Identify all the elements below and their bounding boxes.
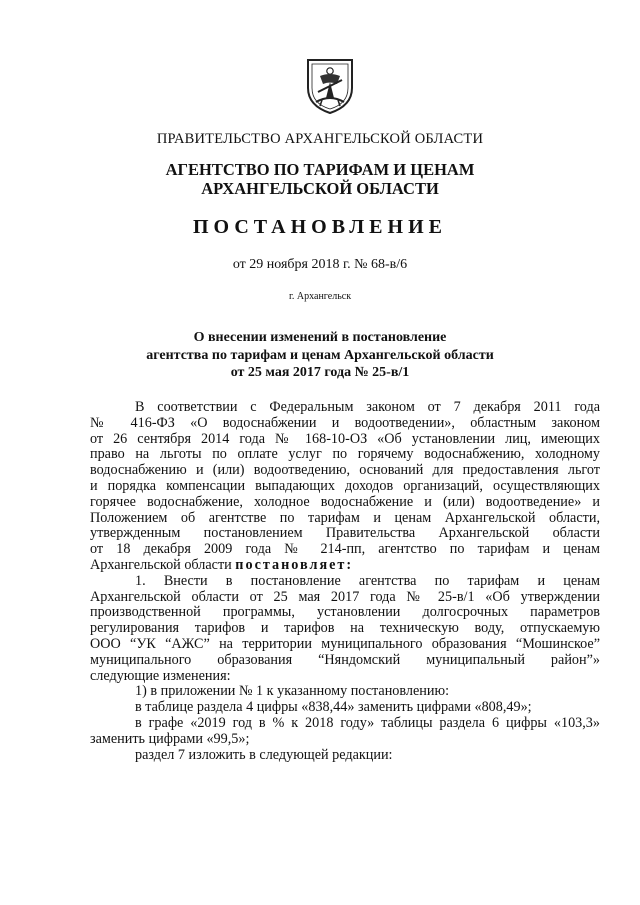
body-line: раздел 7 изложить в следующей редакции: bbox=[135, 746, 393, 763]
document-subject bbox=[0, 329, 640, 382]
body-line: от 18 декабря 2009 года № 214-пп, агентство по тарифам и ценам bbox=[90, 541, 600, 558]
body-line: следующие изменения: bbox=[90, 667, 231, 684]
document-city: г. Архангельск bbox=[288, 291, 352, 302]
body-line: Архангельской области от 25 мая 2017 года № 25-в/1 «Об утверждении bbox=[90, 588, 600, 605]
document-type-title: ПОСТАНОВЛЕНИЕ bbox=[193, 216, 447, 238]
agency-name bbox=[0, 160, 640, 198]
body-line: муниципального образования “Няндомский муниципальный район”» bbox=[90, 651, 600, 668]
body-line: и порядка компенсации выпадающих доходов организаций, осуществляющих bbox=[90, 477, 600, 494]
body-line: в графе «2019 год в % к 2018 году» таблицы раздела 6 цифры «103,3» bbox=[135, 714, 600, 731]
body-line: заменить цифрами «99,5»; bbox=[90, 730, 250, 747]
agency-name-line-2: АРХАНГЕЛЬСКОЙ ОБЛАСТИ bbox=[201, 179, 439, 198]
body-line: регулирования тарифов и тарифов на техническую воду, отпускаемую bbox=[90, 620, 600, 637]
subject-line-2: агентства по тарифам и ценам Архангельской области bbox=[146, 347, 494, 363]
document-body bbox=[90, 400, 600, 763]
body-line-text: Архангельской области bbox=[90, 556, 236, 573]
body-line: право на льготы по оплате услуг по горячему водоснабжению, холодному bbox=[90, 446, 600, 463]
coat-of-arms-emblem bbox=[300, 58, 360, 114]
resolves-keyword: постановляет: bbox=[235, 556, 354, 573]
body-line: № 416-ФЗ «О водоснабжении и водоотведении», областным законом bbox=[90, 414, 600, 431]
body-line bbox=[90, 558, 600, 574]
body-line: 1) в приложении № 1 к указанному постановлению: bbox=[135, 683, 450, 700]
body-line: в таблице раздела 4 цифры «838,44» заменить цифрами «808,49»; bbox=[135, 699, 532, 716]
body-line: производственной программы, установлении долгосрочных параметров bbox=[90, 604, 600, 621]
subject-line-3: от 25 мая 2017 года № 25-в/1 bbox=[230, 365, 410, 380]
body-line: Положением об агентстве по тарифам и ценам Архангельской области, bbox=[90, 509, 600, 526]
body-line: водоснабжению и (или) водоотведению, оснований для предоставления льгот bbox=[90, 462, 600, 479]
government-name: ПРАВИТЕЛЬСТВО АРХАНГЕЛЬСКОЙ ОБЛАСТИ bbox=[156, 131, 484, 147]
body-line: ООО “УК “АЖС” на территории муниципального образования “Мошинское” bbox=[90, 635, 600, 652]
subject-line-1: О внесении изменений в постановление bbox=[193, 330, 447, 345]
agency-name-line-1: АГЕНТСТВО ПО ТАРИФАМ И ЦЕНАМ bbox=[165, 160, 475, 179]
body-line: горячее водоснабжение, холодное водоснабжение и (или) водоотведение» и bbox=[90, 493, 600, 510]
document-date-number: от 29 ноября 2018 г. № 68-в/6 bbox=[232, 257, 408, 272]
body-line: от 26 сентября 2014 года № 168-10-ОЗ «Об установлении лиц, имеющих bbox=[90, 430, 600, 447]
body-line: 1. Внести в постановление агентства по тарифам и ценам bbox=[135, 572, 600, 589]
body-line: утвержденным постановлением Правительства Архангельской области bbox=[90, 525, 600, 542]
body-line: В соответствии с Федеральным законом от 7 декабря 2011 года bbox=[135, 399, 600, 415]
